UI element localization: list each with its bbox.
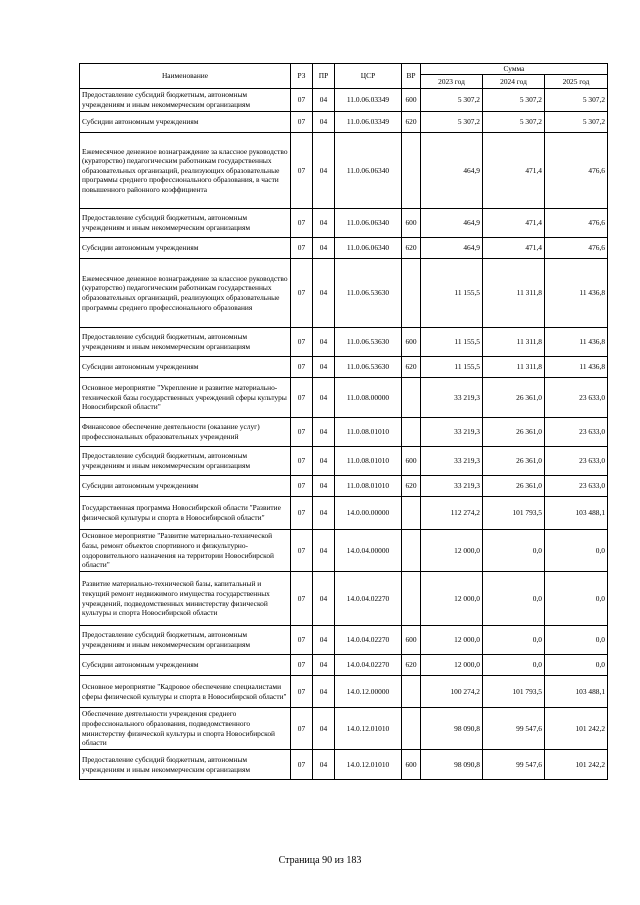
row-sum-2023: 11 155,5 — [421, 328, 483, 357]
row-vr: 620 — [402, 655, 421, 676]
row-pr: 04 — [313, 655, 335, 676]
row-pr: 04 — [313, 476, 335, 497]
row-sum-2024: 26 361,0 — [483, 418, 545, 447]
row-sum-2023: 98 090,8 — [421, 708, 483, 750]
row-rz: 07 — [291, 357, 313, 378]
row-pr: 04 — [313, 447, 335, 476]
row-rz: 07 — [291, 418, 313, 447]
row-rz: 07 — [291, 750, 313, 780]
table-row — [80, 447, 608, 476]
row-sum-2025: 101 242,2 — [545, 708, 608, 750]
row-vr: 620 — [402, 112, 421, 133]
row-rz: 07 — [291, 626, 313, 655]
table-row — [80, 497, 608, 530]
row-name: Субсидии автономным учреждениям — [80, 357, 291, 378]
table-row — [80, 676, 608, 708]
row-sum-2025: 5 307,2 — [545, 112, 608, 133]
table-header — [80, 64, 608, 89]
row-pr: 04 — [313, 89, 335, 112]
row-pr: 04 — [313, 328, 335, 357]
row-pr: 04 — [313, 626, 335, 655]
table-row — [80, 209, 608, 238]
row-sum-2024: 101 793,5 — [483, 676, 545, 708]
row-csr: 14.0.12.00000 — [335, 676, 402, 708]
row-pr: 04 — [313, 497, 335, 530]
row-vr — [402, 418, 421, 447]
row-vr: 600 — [402, 89, 421, 112]
row-rz: 07 — [291, 497, 313, 530]
header-year-2025: 2025 год — [545, 75, 608, 89]
table-row — [80, 626, 608, 655]
row-sum-2023: 464,9 — [421, 238, 483, 259]
table-row — [80, 655, 608, 676]
row-name: Ежемесячное денежное вознаграждение за классное руководство (кураторство) педагогическим работникам государственных образовательных организаций, реализующих образовательные программы среднего профессионального образования — [80, 259, 291, 328]
header-sum: Сумма — [421, 64, 608, 75]
row-sum-2024: 26 361,0 — [483, 476, 545, 497]
row-vr: 620 — [402, 476, 421, 497]
row-vr — [402, 572, 421, 626]
row-sum-2025: 23 633,0 — [545, 418, 608, 447]
header-vr: ВР — [402, 64, 421, 89]
row-vr — [402, 676, 421, 708]
row-sum-2024: 101 793,5 — [483, 497, 545, 530]
row-name: Предоставление субсидий бюджетным, автономным учреждениям и иным некоммерческим организациям — [80, 750, 291, 780]
row-sum-2023: 100 274,2 — [421, 676, 483, 708]
table-row — [80, 357, 608, 378]
row-csr: 11.0.06.06340 — [335, 133, 402, 209]
row-sum-2025: 103 488,1 — [545, 676, 608, 708]
row-sum-2024: 11 311,8 — [483, 357, 545, 378]
row-sum-2024: 471,4 — [483, 133, 545, 209]
row-vr: 620 — [402, 357, 421, 378]
row-rz: 07 — [291, 708, 313, 750]
row-csr: 11.0.06.53630 — [335, 357, 402, 378]
row-name: Основное мероприятие "Укрепление и развитие материально-технической базы государственных учреждений сферы культуры Новосибирской области" — [80, 378, 291, 418]
budget-table — [79, 63, 608, 780]
row-rz: 07 — [291, 238, 313, 259]
header-year-2023: 2023 год — [421, 75, 483, 89]
row-name: Субсидии автономным учреждениям — [80, 476, 291, 497]
row-name: Ежемесячное денежное вознаграждение за классное руководство (кураторство) педагогическим работникам государственных образовательных организаций, реализующих образовательные программы среднего профессионального образования, в части повышенного районного коэффициента — [80, 133, 291, 209]
row-sum-2024: 0,0 — [483, 572, 545, 626]
row-csr: 11.0.06.03349 — [335, 112, 402, 133]
table-row — [80, 328, 608, 357]
row-csr: 11.0.06.53630 — [335, 328, 402, 357]
table-row — [80, 89, 608, 112]
table-row — [80, 378, 608, 418]
row-pr: 04 — [313, 112, 335, 133]
row-sum-2023: 5 307,2 — [421, 112, 483, 133]
row-name: Финансовое обеспечение деятельности (оказание услуг) профессиональных образовательных учреждений — [80, 418, 291, 447]
row-name: Предоставление субсидий бюджетным, автономным учреждениям и иным некоммерческим организациям — [80, 209, 291, 238]
header-name: Наименование — [80, 64, 291, 89]
row-sum-2025: 23 633,0 — [545, 476, 608, 497]
table-row — [80, 708, 608, 750]
row-vr — [402, 708, 421, 750]
row-sum-2025: 476,6 — [545, 238, 608, 259]
row-rz: 07 — [291, 259, 313, 328]
row-pr: 04 — [313, 708, 335, 750]
row-csr: 14.0.04.02270 — [335, 626, 402, 655]
table-body — [80, 89, 608, 780]
row-csr: 11.0.06.53630 — [335, 259, 402, 328]
row-name: Предоставление субсидий бюджетным, автономным учреждениям и иным некоммерческим организациям — [80, 89, 291, 112]
row-csr: 11.0.08.00000 — [335, 378, 402, 418]
row-vr: 600 — [402, 447, 421, 476]
row-pr: 04 — [313, 572, 335, 626]
row-sum-2025: 0,0 — [545, 655, 608, 676]
row-name: Субсидии автономным учреждениям — [80, 112, 291, 133]
row-rz: 07 — [291, 572, 313, 626]
row-sum-2023: 11 155,5 — [421, 357, 483, 378]
row-vr: 620 — [402, 238, 421, 259]
row-pr: 04 — [313, 357, 335, 378]
row-sum-2025: 476,6 — [545, 133, 608, 209]
row-name: Предоставление субсидий бюджетным, автономным учреждениям и иным некоммерческим организациям — [80, 328, 291, 357]
header-csr: ЦСР — [335, 64, 402, 89]
row-sum-2023: 33 219,3 — [421, 378, 483, 418]
row-rz: 07 — [291, 447, 313, 476]
row-rz: 07 — [291, 209, 313, 238]
row-csr: 14.0.00.00000 — [335, 497, 402, 530]
row-name: Обеспечение деятельности учреждения среднего профессионального образования, подведомственного министерству физической культуры и спорта Новосибирской области — [80, 708, 291, 750]
row-sum-2024: 0,0 — [483, 530, 545, 572]
row-sum-2024: 26 361,0 — [483, 447, 545, 476]
row-sum-2023: 11 155,5 — [421, 259, 483, 328]
table-row — [80, 572, 608, 626]
row-sum-2024: 0,0 — [483, 655, 545, 676]
row-sum-2025: 5 307,2 — [545, 89, 608, 112]
row-sum-2025: 23 633,0 — [545, 378, 608, 418]
row-sum-2025: 103 488,1 — [545, 497, 608, 530]
row-vr: 600 — [402, 626, 421, 655]
row-sum-2023: 464,9 — [421, 133, 483, 209]
row-rz: 07 — [291, 89, 313, 112]
row-name: Развитие материально-технической базы, капитальный и текущий ремонт недвижимого имущества государственных учреждений, подведомственных министерству физической культуры и спорта Новосибирской области — [80, 572, 291, 626]
header-year-2024: 2024 год — [483, 75, 545, 89]
row-sum-2024: 5 307,2 — [483, 89, 545, 112]
row-rz: 07 — [291, 530, 313, 572]
row-rz: 07 — [291, 676, 313, 708]
table-row — [80, 750, 608, 780]
row-rz: 07 — [291, 328, 313, 357]
row-vr — [402, 378, 421, 418]
row-csr: 11.0.08.01010 — [335, 476, 402, 497]
row-name: Предоставление субсидий бюджетным, автономным учреждениям и иным некоммерческим организациям — [80, 626, 291, 655]
row-vr — [402, 133, 421, 209]
row-rz: 07 — [291, 112, 313, 133]
row-rz: 07 — [291, 378, 313, 418]
row-csr: 11.0.06.03349 — [335, 89, 402, 112]
row-name: Основное мероприятие "Кадровое обеспечение специалистами сферы физической культуры и спорта в Новосибирской области" — [80, 676, 291, 708]
row-sum-2025: 11 436,8 — [545, 357, 608, 378]
row-sum-2023: 33 219,3 — [421, 447, 483, 476]
row-sum-2025: 0,0 — [545, 530, 608, 572]
row-sum-2023: 33 219,3 — [421, 476, 483, 497]
row-csr: 14.0.04.00000 — [335, 530, 402, 572]
row-vr: 600 — [402, 209, 421, 238]
row-sum-2023: 112 274,2 — [421, 497, 483, 530]
row-vr — [402, 530, 421, 572]
header-rz: РЗ — [291, 64, 313, 89]
row-name: Субсидии автономным учреждениям — [80, 238, 291, 259]
header-pr: ПР — [313, 64, 335, 89]
row-rz: 07 — [291, 133, 313, 209]
row-csr: 11.0.06.06340 — [335, 238, 402, 259]
row-sum-2023: 464,9 — [421, 209, 483, 238]
row-vr: 600 — [402, 750, 421, 780]
table-row — [80, 238, 608, 259]
row-rz: 07 — [291, 655, 313, 676]
row-pr: 04 — [313, 418, 335, 447]
row-sum-2024: 99 547,6 — [483, 708, 545, 750]
row-sum-2023: 33 219,3 — [421, 418, 483, 447]
row-sum-2023: 12 000,0 — [421, 530, 483, 572]
row-vr — [402, 259, 421, 328]
row-sum-2025: 476,6 — [545, 209, 608, 238]
row-sum-2025: 11 436,8 — [545, 259, 608, 328]
table-row — [80, 530, 608, 572]
row-sum-2023: 5 307,2 — [421, 89, 483, 112]
table-row — [80, 133, 608, 209]
row-name: Предоставление субсидий бюджетным, автономным учреждениям и иным некоммерческим организациям — [80, 447, 291, 476]
row-sum-2025: 11 436,8 — [545, 328, 608, 357]
row-name: Субсидии автономным учреждениям — [80, 655, 291, 676]
row-sum-2023: 98 090,8 — [421, 750, 483, 780]
row-name: Основное мероприятие "Развитие материально-технической базы, ремонт объектов спортивного и физкультурно-оздоровительного назначения на территории Новосибирской области" — [80, 530, 291, 572]
row-pr: 04 — [313, 133, 335, 209]
row-sum-2025: 23 633,0 — [545, 447, 608, 476]
row-sum-2025: 101 242,2 — [545, 750, 608, 780]
row-csr: 11.0.08.01010 — [335, 447, 402, 476]
row-csr: 11.0.06.06340 — [335, 209, 402, 238]
row-pr: 04 — [313, 750, 335, 780]
table-row — [80, 112, 608, 133]
page-number: Страница 90 из 183 — [278, 855, 362, 866]
row-pr: 04 — [313, 209, 335, 238]
row-sum-2024: 11 311,8 — [483, 328, 545, 357]
row-pr: 04 — [313, 530, 335, 572]
row-sum-2025: 0,0 — [545, 626, 608, 655]
row-vr — [402, 497, 421, 530]
table-row — [80, 418, 608, 447]
row-sum-2024: 5 307,2 — [483, 112, 545, 133]
row-csr: 11.0.08.01010 — [335, 418, 402, 447]
row-sum-2025: 0,0 — [545, 572, 608, 626]
row-pr: 04 — [313, 238, 335, 259]
row-csr: 14.0.12.01010 — [335, 708, 402, 750]
row-pr: 04 — [313, 259, 335, 328]
row-vr: 600 — [402, 328, 421, 357]
row-pr: 04 — [313, 676, 335, 708]
row-rz: 07 — [291, 476, 313, 497]
row-sum-2024: 11 311,8 — [483, 259, 545, 328]
row-sum-2023: 12 000,0 — [421, 572, 483, 626]
row-sum-2023: 12 000,0 — [421, 626, 483, 655]
row-csr: 14.0.12.01010 — [335, 750, 402, 780]
row-sum-2024: 99 547,6 — [483, 750, 545, 780]
table-row — [80, 259, 608, 328]
row-sum-2024: 471,4 — [483, 238, 545, 259]
row-csr: 14.0.04.02270 — [335, 572, 402, 626]
row-sum-2024: 26 361,0 — [483, 378, 545, 418]
row-sum-2023: 12 000,0 — [421, 655, 483, 676]
row-name: Государственная программа Новосибирской области "Развитие физической культуры и спорта в Новосибирской области" — [80, 497, 291, 530]
row-csr: 14.0.04.02270 — [335, 655, 402, 676]
table-row — [80, 476, 608, 497]
row-pr: 04 — [313, 378, 335, 418]
row-sum-2024: 0,0 — [483, 626, 545, 655]
row-sum-2024: 471,4 — [483, 209, 545, 238]
